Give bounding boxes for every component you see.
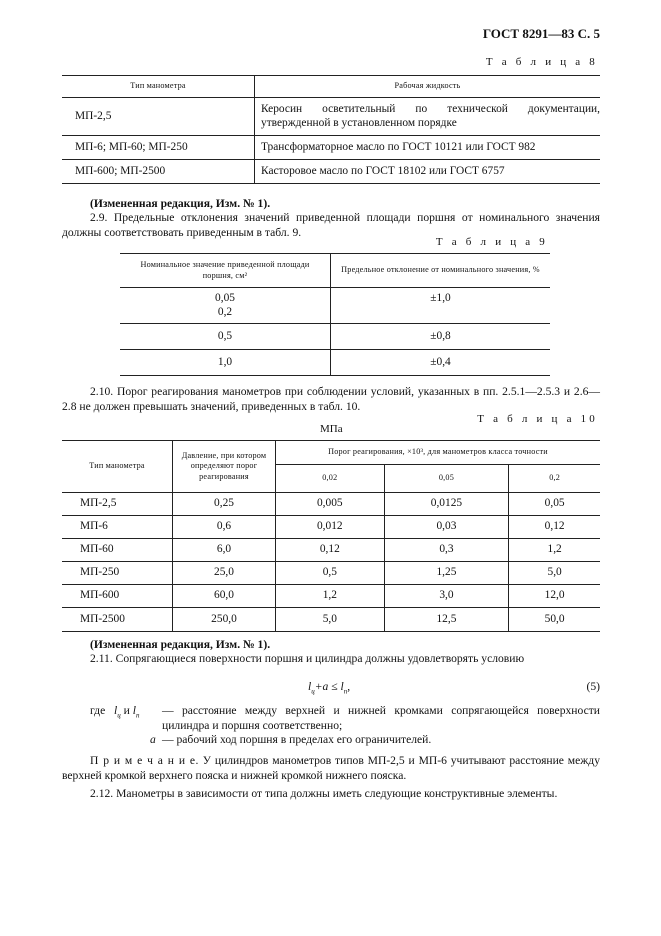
table10-caption: Т а б л и ц а 10 — [477, 413, 598, 425]
where-a: a — [150, 733, 156, 746]
table10-cell: 0,12 — [276, 539, 385, 562]
formula-sub-c: ц — [311, 687, 315, 696]
formula-l2: l — [340, 680, 344, 693]
note-paragraph — [62, 754, 600, 783]
where-vars — [114, 704, 140, 723]
where-l2: l — [132, 704, 136, 717]
where-s1: ц — [117, 711, 121, 720]
where-word: где — [90, 704, 106, 717]
table10-cell: 12,5 — [384, 608, 509, 632]
table10-cell: 6,0 — [173, 539, 276, 562]
table8-cell: Трансформаторное масло по ГОСТ 10121 или ГОСТ 982 — [255, 136, 601, 160]
table9-cell: 1,0 — [120, 350, 331, 376]
paragraph-2-12: 2.12. Манометры в зависимости от типа должны иметь следующие конструктивные элементы. — [90, 787, 558, 800]
table9-caption: Т а б л и ц а 9 — [435, 236, 548, 248]
formula-l: l — [308, 680, 312, 693]
table8-header-fluid: Рабочая жидкость — [255, 76, 601, 98]
formula-plus: +a ≤ — [314, 680, 341, 693]
table10-cell: 0,0125 — [384, 493, 509, 516]
table10-class-005: 0,05 — [384, 465, 509, 493]
table-row — [120, 324, 550, 350]
table8-cell: МП-2,5 — [62, 98, 255, 136]
table10-cell: 0,012 — [276, 516, 385, 539]
table10-cell: МП-2500 — [62, 608, 173, 632]
table-row — [62, 98, 600, 136]
table8-cell: Касторовое масло по ГОСТ 18102 или ГОСТ 6757 — [255, 160, 601, 184]
table10-cell: 1,2 — [276, 585, 385, 608]
table8 — [62, 75, 600, 184]
table10-header-pressure: Давление, при котором определяют порог реагирования — [173, 441, 276, 493]
table10 — [62, 440, 600, 632]
table-row — [120, 350, 550, 376]
table10-cell: 5,0 — [509, 562, 600, 585]
table-row — [120, 288, 550, 324]
table10-cell: 1,2 — [509, 539, 600, 562]
table9-cell: ±0,4 — [331, 350, 551, 376]
where-def2: — рабочий ход поршня в пределах его ограничителей. — [162, 733, 432, 746]
table-row — [62, 160, 600, 184]
where-def1: — расстояние между верхней и нижней кромками сопрягающейся поверхности цилиндра и поршня соответственно; — [162, 704, 600, 732]
table-row — [62, 516, 600, 539]
table10-cell: 0,25 — [173, 493, 276, 516]
formula-sub-p: п — [343, 687, 348, 696]
paragraph-2-11: 2.11. Сопрягающиеся поверхности поршня и цилиндра должны удовлетворять условию — [90, 652, 525, 665]
table10-cell: 0,5 — [276, 562, 385, 585]
amendment-note-1: (Измененная редакция, Изм. № 1). — [90, 197, 271, 210]
table10-header-type: Тип манометра — [62, 441, 173, 493]
table10-cell: 1,25 — [384, 562, 509, 585]
table8-cell: МП-600; МП-2500 — [62, 160, 255, 184]
table10-cell: 60,0 — [173, 585, 276, 608]
table8-caption: Т а б л и ц а 8 — [485, 56, 598, 68]
table-row — [62, 585, 600, 608]
table10-cell: 0,3 — [384, 539, 509, 562]
formula-tail: , — [347, 680, 351, 693]
table-row — [62, 608, 600, 632]
table10-cell: 5,0 — [276, 608, 385, 632]
table-row — [62, 136, 600, 160]
table10-cell: 3,0 — [384, 585, 509, 608]
table10-class-02: 0,2 — [509, 465, 600, 493]
table10-cell: 0,12 — [509, 516, 600, 539]
note-text: У цилиндров манометров типов МП-2,5 и МП-6 учитывают расстояние между верхней кромкой верхнего пояска и нижней кромкой нижнего пояска. — [62, 754, 600, 782]
table10-cell: 0,03 — [384, 516, 509, 539]
table10-unit: МПа — [320, 423, 343, 435]
table10-class-002: 0,02 — [276, 465, 385, 493]
amendment-note-2: (Измененная редакция, Изм. № 1). — [90, 638, 271, 651]
table10-cell: МП-250 — [62, 562, 173, 585]
table10-cell: 25,0 — [173, 562, 276, 585]
table8-header-type: Тип манометра — [62, 76, 255, 98]
table10-cell: МП-2,5 — [62, 493, 173, 516]
table10-cell: 250,0 — [173, 608, 276, 632]
table10-cell: 0,05 — [509, 493, 600, 516]
table10-cell: 50,0 — [509, 608, 600, 632]
table10-cell: МП-60 — [62, 539, 173, 562]
paragraph-2-10: 2.10. Порог реагирования манометров при соблюдении условий, указанных в пп. 2.5.1—2.5.3 и 2.6—2.8 не должен превышать значений, приведенных в табл. 10. — [62, 385, 600, 413]
table8-cell: МП-6; МП-60; МП-250 — [62, 136, 255, 160]
table10-cell: МП-6 — [62, 516, 173, 539]
formula — [308, 680, 350, 699]
page-header: ГОСТ 8291—83 С. 5 — [482, 26, 600, 41]
where-l1: l — [114, 704, 118, 717]
table8-cell: Керосин осветительный по технической документации, утвержденной в установленном порядке — [255, 98, 601, 136]
table-row — [62, 539, 600, 562]
table10-cell: 0,005 — [276, 493, 385, 516]
table9-header-area: Номинальное значение приведенной площади поршня, см² — [120, 254, 331, 288]
table9-cell: ±0,8 — [331, 324, 551, 350]
table10-header-threshold: Порог реагирования, ×10³, для манометров класса точности — [276, 441, 601, 465]
table9 — [120, 253, 550, 376]
table10-cell: 0,6 — [173, 516, 276, 539]
table9-cell: 0,5 — [120, 324, 331, 350]
where-and: и — [123, 704, 130, 717]
table9-cell: 0,05 0,2 — [120, 288, 331, 324]
paragraph-2-9: 2.9. Предельные отклонения значений приведенной площади поршня от номинального значения должны соответствовать приведенным в табл. 9. — [62, 211, 600, 239]
table9-cell: ±1,0 — [331, 288, 551, 324]
where-s2: п — [136, 711, 140, 720]
note-label: П р и м е ч а н и е. — [90, 754, 199, 767]
formula-number: (5) — [586, 680, 600, 693]
table10-cell: МП-600 — [62, 585, 173, 608]
table9-header-deviation: Предельное отклонение от номинального значения, % — [331, 254, 551, 288]
table-row — [62, 493, 600, 516]
table-row — [62, 562, 600, 585]
table10-cell: 12,0 — [509, 585, 600, 608]
